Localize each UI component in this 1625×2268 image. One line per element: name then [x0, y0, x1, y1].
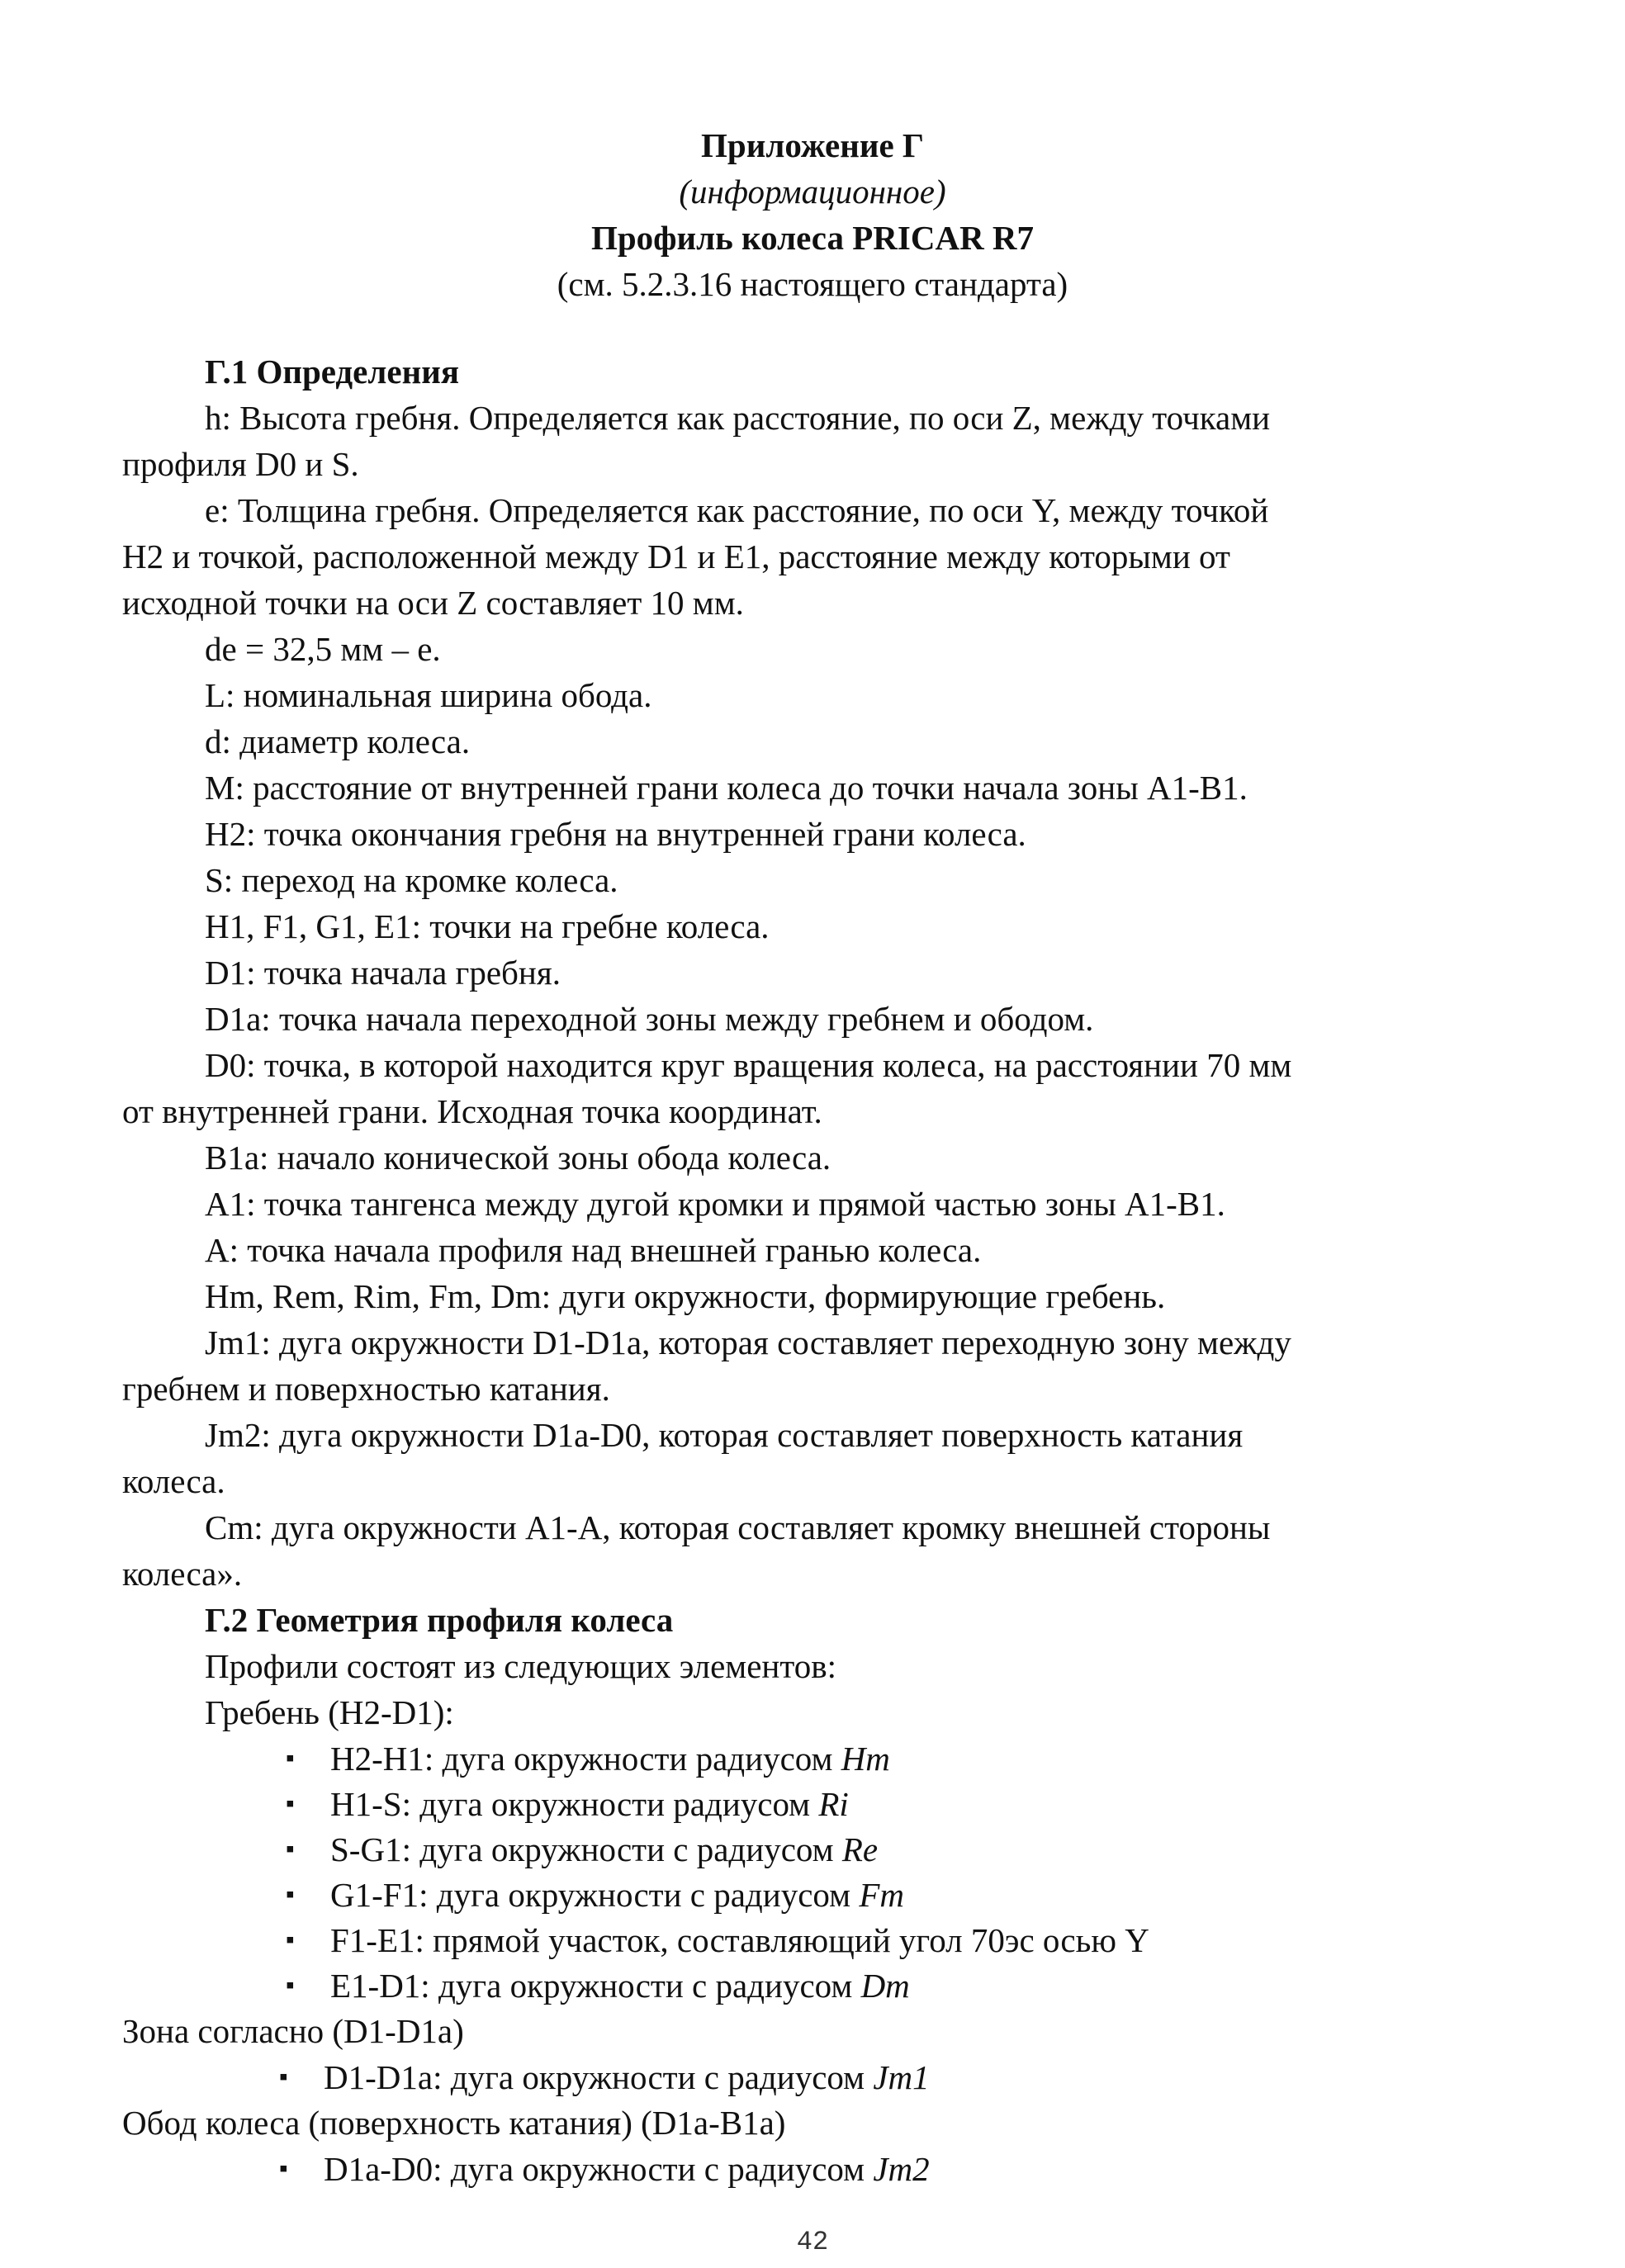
definition-line: D1a: точка начала переходной зоны между гребнем и ободом. [205, 1000, 1094, 1038]
bullet-icon: ▪ [286, 1972, 295, 1999]
definition-line: от внутренней грани. Исходная точка координат. [122, 1092, 822, 1130]
definition-line: d: диаметр колеса. [205, 722, 471, 760]
standard-reference: (см. 5.2.3.16 настоящего стандарта) [557, 265, 1068, 303]
list-item-text: H2-H1: дуга окружности радиусом [330, 1740, 841, 1778]
appendix-header [0, 122, 1625, 307]
section-2-heading: Г.2 Геометрия профиля колеса [205, 1601, 674, 1639]
definition-line: H2 и точкой, расположенной между D1 и E1, расстояние между которыми от [122, 537, 1230, 575]
list-item-text: D1-D1a: дуга окружности с радиусом [324, 2058, 874, 2096]
definition-line: Cm: дуга окружности A1-A, которая составляет кромку внешней стороны [205, 1508, 1271, 1546]
radius-variable: Fm [859, 1876, 904, 1914]
appendix-title: Приложение Г [701, 126, 924, 164]
definition-line: профиля D0 и S. [122, 445, 359, 483]
section-2-intro: Профили состоят из следующих элементов: [205, 1647, 836, 1685]
list-item [122, 2054, 1493, 2100]
radius-variable: Hm [841, 1740, 890, 1778]
list-item-text: H1-S: дуга окружности радиусом [330, 1785, 819, 1823]
rim-label: Обод колеса (поверхность катания) (D1a-B1a) [122, 2104, 786, 2142]
bullet-icon: ▪ [279, 2063, 288, 2090]
definition-line: de = 32,5 мм – e. [205, 630, 441, 668]
zone-label: Зона согласно (D1-D1a) [122, 2012, 464, 2050]
definition-line: Hm, Rem, Rim, Fm, Dm: дуги окружности, формирующие гребень. [205, 1277, 1166, 1315]
list-item-text: G1-F1: дуга окружности с радиусом [330, 1876, 860, 1914]
list-item-text: E1-D1: дуга окружности с радиусом [330, 1967, 861, 2005]
document-body [122, 348, 1493, 2191]
radius-variable: Ri [818, 1785, 849, 1823]
list-item [122, 1963, 1493, 2008]
list-item [122, 2146, 1493, 2191]
bullet-icon: ▪ [286, 1881, 295, 1908]
definition-line: исходной точки на оси Z составляет 10 мм. [122, 584, 744, 622]
list-item [122, 1781, 1493, 1826]
bullet-icon: ▪ [286, 1926, 295, 1953]
definition-line: Jm2: дуга окружности D1a-D0, которая составляет поверхность катания [205, 1416, 1244, 1454]
list-item [122, 1872, 1493, 1917]
definition-line: Jm1: дуга окружности D1-D1a, которая составляет переходную зону между [205, 1323, 1291, 1361]
definition-line: L: номинальная ширина обода. [205, 676, 652, 714]
crest-label: Гребень (H2-D1): [205, 1693, 454, 1731]
definition-line: e: Толщина гребня. Определяется как расстояние, по оси Y, между точкой [205, 491, 1269, 529]
definition-line: D0: точка, в которой находится круг вращения колеса, на расстоянии 70 мм [205, 1046, 1292, 1084]
list-item [122, 1735, 1493, 1781]
page-number: 42 [796, 2227, 829, 2257]
definition-line: H1, F1, G1, E1: точки на гребне колеса. [205, 907, 770, 945]
bullet-icon: ▪ [286, 1835, 295, 1863]
definition-line: h: Высота гребня. Определяется как расстояние, по оси Z, между точками [205, 399, 1271, 437]
appendix-note: (информационное) [679, 173, 946, 211]
radius-variable: Jm2 [873, 2150, 930, 2188]
definition-line: M: расстояние от внутренней грани колеса до точки начала зоны A1-B1. [205, 769, 1248, 807]
definition-line: H2: точка окончания гребня на внутренней грани колеса. [205, 815, 1026, 853]
definition-line: S: переход на кромке колеса. [205, 861, 618, 899]
bullet-icon: ▪ [286, 1745, 295, 1772]
definition-line: колеса». [122, 1555, 243, 1593]
list-item-text: D1a-D0: дуга окружности с радиусом [324, 2150, 874, 2188]
definition-line: B1a: начало конической зоны обода колеса. [205, 1139, 831, 1177]
section-1-heading: Г.1 Определения [205, 353, 460, 391]
bullet-icon: ▪ [286, 1790, 295, 1817]
list-item-text: F1-E1: прямой участок, составляющий угол 70эс осью Y [330, 1921, 1149, 1959]
definition-line: D1: точка начала гребня. [205, 954, 561, 992]
definition-line: A1: точка тангенса между дугой кромки и прямой частью зоны A1-B1. [205, 1185, 1225, 1223]
list-item [122, 1917, 1493, 1963]
profile-title: Профиль колеса PRICAR R7 [590, 219, 1035, 257]
definition-line: колеса. [122, 1462, 225, 1500]
radius-variable: Re [841, 1830, 879, 1868]
list-item [122, 1826, 1493, 1872]
list-item-text: S-G1: дуга окружности с радиусом [330, 1830, 842, 1868]
radius-variable: Dm [860, 1967, 910, 2005]
radius-variable: Jm1 [873, 2058, 930, 2096]
bullet-icon: ▪ [279, 2155, 288, 2182]
definition-line: гребнем и поверхностью катания. [122, 1370, 610, 1408]
definition-line: A: точка начала профиля над внешней гранью колеса. [205, 1231, 982, 1269]
